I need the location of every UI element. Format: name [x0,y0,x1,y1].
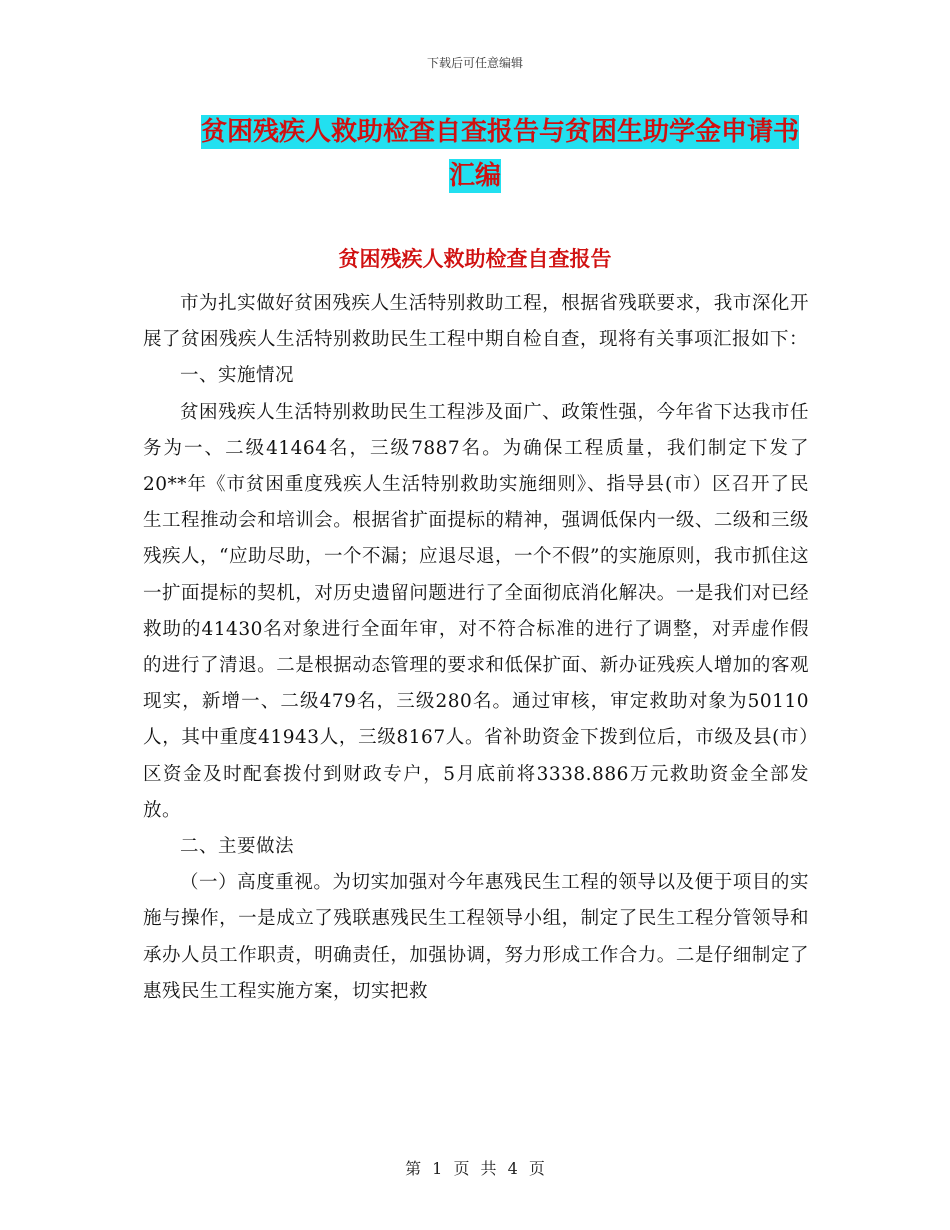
paragraph-heading: 二、主要做法 [180,836,295,858]
body-text [143,286,809,1010]
header-note: 下载后可任意编辑 [426,56,523,70]
paragraph: 贫困残疾人生活特别救助民生工程涉及面广、政策性强，今年省下达我市任务为一、二级41464名，三级7887名。为确保工程质量，我们制定下发了20**年《市贫困重度残疾人生活特别救助实施细则》、指导县(市）区召开了民生工程推动会和培训会。根据省扩面提标的精神，强调低保内一级、二级和三级残疾人，“应助尽助，一个不漏；应退尽退，一个不假”的实施原则，我市抓住这一扩面提标的契机，对历史遗留问题进行了全面彻底消化解决。一是我们对已经救助的41430名对象进行全面年审，对不符合标准的进行了调整，对弄虚作假的进行了清退。二是根据动态管理的要求和低保扩面、新办证残疾人增加的客观现实，新增一、二级479名，三级280名。通过审核，审定救助对象为50110人，其中重度41943人，三级8167人。省补助资金下拨到位后，市级及县(市）区资金及时配套拨付到财政专户，5月底前将3338.886万元救助资金全部发放。 [143,401,809,821]
paragraph: 市为扎实做好贫困残疾人生活特别救助工程，根据省残联要求，我市深化开展了贫困残疾人生活特别救助民生工程中期自检自查，现将有关事项汇报如下： [143,293,809,351]
paragraph-heading: 一、实施情况 [180,365,295,387]
section-title: 贫困残疾人救助检查自查报告 [338,246,612,271]
main-title-line-2 [140,152,810,200]
paragraph: （一）高度重视。为切实加强对今年惠残民生工程的领导以及便于项目的实施与操作，一是成立了残联惠残民生工程领导小组，制定了民生工程分管领导和承办人员工作职责，明确责任，加强协调，努力形成工作合力。二是仔细制定了惠残民生工程实施方案，切实把救 [143,872,809,1002]
main-title-text-1: 贫困残疾人救助检查自查报告与贫困生助学金申请书 [200,117,799,147]
page-number: 第 1 页 共 4 页 [405,1159,545,1178]
main-title-line-1 [160,108,840,156]
main-title-text-2: 汇编 [448,161,501,191]
